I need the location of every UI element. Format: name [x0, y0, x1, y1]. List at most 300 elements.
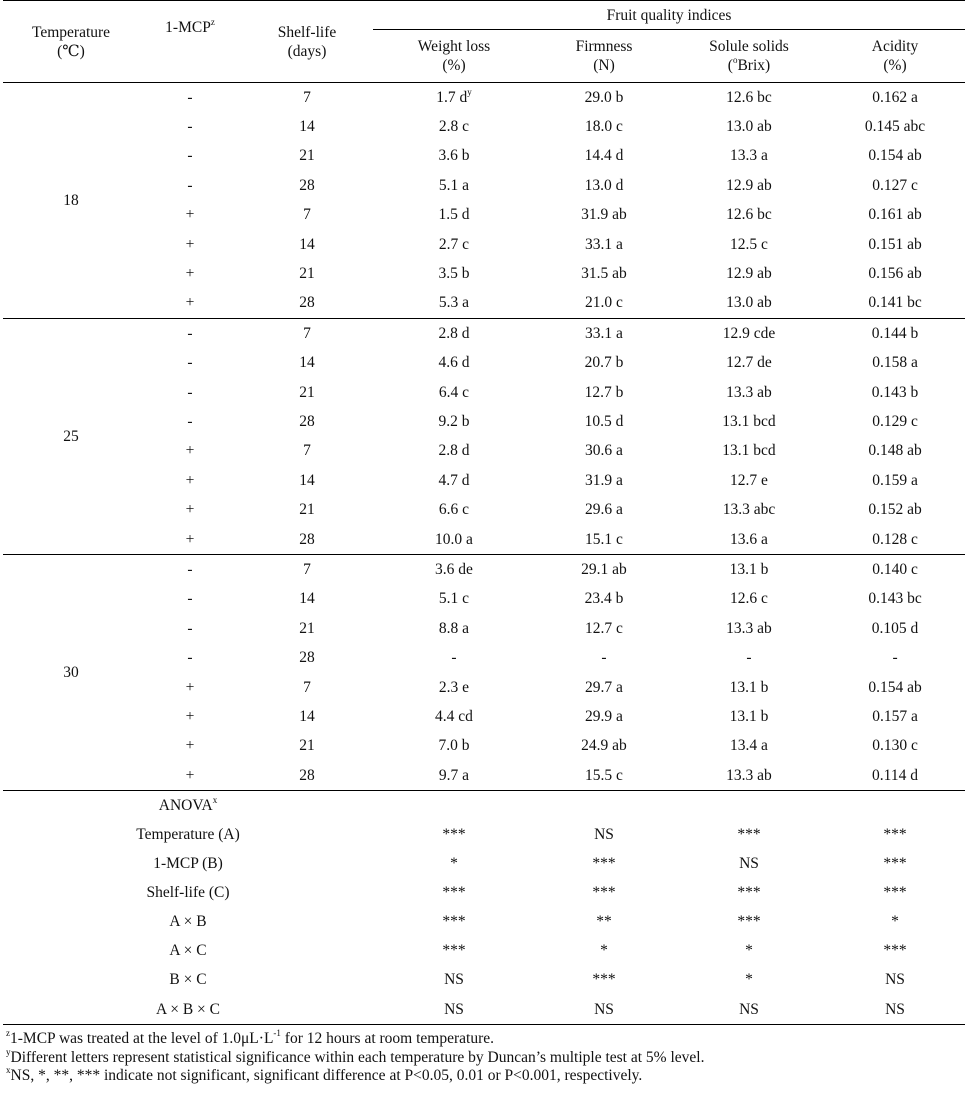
mcp-cell: [139, 407, 241, 436]
table-row: [3, 112, 965, 141]
anova-soluble-solids-cell: [673, 908, 825, 937]
anova-factor-cell: [3, 966, 373, 995]
soluble-solids-cell: [673, 525, 825, 555]
acidity-cell-value: 0.114 d: [872, 766, 918, 784]
footnote-y: [6, 1046, 705, 1068]
firmness-cell-value: 12.7 c: [585, 619, 623, 637]
mcp-cell: [139, 761, 241, 791]
table-row: [3, 289, 965, 319]
weight-loss-cell-value: -: [451, 649, 457, 667]
anova-title: [3, 791, 373, 821]
shelf-life-cell: [241, 83, 373, 113]
header-shelf-life: [241, 1, 373, 83]
degree-mark: o: [732, 55, 738, 65]
shelf-life-cell: [241, 378, 373, 407]
mcp-cell-value: -: [187, 176, 193, 194]
mcp-cell: [139, 702, 241, 731]
mcp-cell: [139, 614, 241, 643]
mcp-cell-value: +: [185, 265, 195, 283]
soluble-solids-cell-value: 13.3 abc: [722, 501, 776, 519]
anova-acidity-cell-value: ***: [883, 884, 907, 902]
shelf-life-cell-value: 28: [299, 766, 315, 784]
header-temperature-label: Temperature: [31, 24, 111, 41]
header-soluble-solids-label: Solule solids: [709, 38, 789, 55]
mcp-cell-value: +: [185, 501, 195, 519]
acidity-cell: [825, 643, 965, 672]
anova-weight-loss-cell: [373, 908, 535, 937]
firmness-cell: [535, 259, 673, 288]
anova-soluble-solids-cell: [673, 995, 825, 1025]
firmness-cell: [535, 319, 673, 349]
anova-acidity-cell: [825, 995, 965, 1025]
anova-firmness-cell: [535, 879, 673, 908]
mcp-cell-value: -: [187, 619, 193, 637]
mcp-cell-value: -: [187, 354, 193, 372]
mcp-cell-value: +: [185, 707, 195, 725]
anova-firmness-cell: [535, 937, 673, 966]
weight-loss-cell-value: 10.0 a: [435, 530, 473, 548]
acidity-cell-value: 0.130 c: [872, 737, 918, 755]
anova-title-label: ANOVA: [158, 796, 213, 814]
anova-soluble-solids-cell-value: NS: [739, 855, 759, 873]
table-row: [3, 466, 965, 495]
soluble-solids-cell-value: 13.6 a: [730, 530, 768, 548]
weight-loss-cell: [373, 673, 535, 702]
acidity-cell-value: 0.156 ab: [868, 265, 922, 283]
firmness-cell-value: 30.6 a: [585, 442, 623, 460]
soluble-solids-cell-value: 12.9 cde: [722, 324, 776, 342]
weight-loss-cell: [373, 112, 535, 141]
mcp-cell-value: -: [187, 147, 193, 165]
acidity-cell-value: 0.157 a: [872, 707, 918, 725]
soluble-solids-cell: [673, 83, 825, 113]
shelf-life-cell: [241, 407, 373, 436]
soluble-solids-cell: [673, 378, 825, 407]
firmness-cell-value: 29.6 a: [585, 501, 623, 519]
firmness-cell: [535, 585, 673, 614]
shelf-life-cell-value: 28: [299, 412, 315, 430]
acidity-cell-value: 0.159 a: [872, 471, 918, 489]
weight-loss-cell: [373, 466, 535, 495]
firmness-cell-value: 13.0 d: [584, 176, 624, 194]
soluble-solids-cell-value: 12.9 ab: [726, 176, 772, 194]
anova-acidity-cell-value: ***: [883, 942, 907, 960]
weight-loss-cell: [373, 585, 535, 614]
anova-factor-cell: [3, 820, 373, 849]
acidity-cell-value: 0.143 bc: [868, 590, 922, 608]
header-weight-loss-unit: (%): [442, 57, 466, 74]
mcp-cell: [139, 230, 241, 259]
shelf-life-cell-value: 28: [299, 176, 315, 194]
acidity-cell: [825, 732, 965, 761]
anova-soluble-solids-cell: [673, 820, 825, 849]
soluble-solids-cell-value: 12.9 ab: [726, 265, 772, 283]
shelf-life-cell: [241, 142, 373, 171]
soluble-solids-cell: [673, 643, 825, 672]
shelf-life-cell-value: 14: [299, 590, 315, 608]
acidity-cell: [825, 349, 965, 378]
mcp-cell: [139, 83, 241, 113]
firmness-cell-value: 29.1 ab: [581, 560, 627, 578]
acidity-cell: [825, 673, 965, 702]
temperature-value: 18: [63, 191, 79, 209]
firmness-cell-value: 29.0 b: [584, 88, 624, 106]
anova-factor-cell: [3, 937, 373, 966]
anova-firmness-cell: [535, 820, 673, 849]
shelf-life-cell: [241, 555, 373, 585]
firmness-cell: [535, 555, 673, 585]
firmness-cell-value: 21.0 c: [585, 294, 623, 312]
footnote-x-mark: x: [6, 1065, 11, 1075]
mcp-cell-value: +: [185, 294, 195, 312]
mcp-cell: [139, 732, 241, 761]
acidity-cell: [825, 555, 965, 585]
acidity-cell: [825, 289, 965, 319]
weight-loss-cell-value: 4.4 cd: [435, 707, 473, 725]
anova-weight-loss-cell-value: ***: [442, 884, 466, 902]
footnote-y-mark: y: [467, 86, 472, 97]
acidity-cell: [825, 201, 965, 230]
soluble-solids-cell-value: 13.3 ab: [726, 619, 772, 637]
anova-acidity-cell: [825, 937, 965, 966]
shelf-life-cell-value: 14: [299, 707, 315, 725]
weight-loss-cell: [373, 83, 535, 113]
header-firmness-unit: (N): [593, 57, 615, 74]
header-acidity-label: Acidity: [871, 38, 919, 55]
acidity-cell-value: 0.143 b: [871, 383, 919, 401]
soluble-solids-cell: [673, 407, 825, 436]
footnote-x-mark: x: [212, 794, 218, 805]
weight-loss-cell: [373, 142, 535, 171]
table-row: [3, 259, 965, 288]
firmness-cell: [535, 230, 673, 259]
mcp-cell: [139, 585, 241, 614]
firmness-cell-value: 33.1 a: [585, 324, 623, 342]
anova-weight-loss-cell-value: ***: [442, 826, 466, 844]
firmness-cell-value: 10.5 d: [584, 412, 624, 430]
shelf-life-cell: [241, 171, 373, 200]
acidity-cell: [825, 171, 965, 200]
mcp-cell-value: +: [185, 235, 195, 253]
mcp-cell: [139, 525, 241, 555]
table-row: [3, 525, 965, 555]
header-firmness: [535, 30, 673, 83]
soluble-solids-cell-value: 13.0 ab: [726, 294, 772, 312]
temperature-value: 30: [63, 663, 79, 681]
acidity-cell: [825, 83, 965, 113]
soluble-solids-cell-value: 13.1 b: [729, 560, 769, 578]
soluble-solids-cell-value: 13.4 a: [730, 737, 768, 755]
firmness-cell: [535, 83, 673, 113]
table-row: [3, 378, 965, 407]
soluble-solids-cell-value: 13.1 bcd: [722, 412, 776, 430]
firmness-cell-value: 18.0 c: [585, 118, 623, 136]
header-fruit-quality-indices: [373, 1, 965, 30]
anova-soluble-solids-cell-value: ***: [737, 884, 761, 902]
header-mcp: [139, 1, 241, 83]
soluble-solids-cell: [673, 142, 825, 171]
table-row: [3, 555, 965, 585]
anova-soluble-solids-cell-value: ***: [737, 913, 761, 931]
soluble-solids-cell-value: 12.6 bc: [726, 88, 772, 106]
header-soluble-solids: [673, 30, 825, 83]
anova-acidity-cell-value: *: [891, 913, 899, 931]
shelf-life-cell-value: 21: [299, 619, 315, 637]
anova-acidity-cell: [825, 908, 965, 937]
weight-loss-cell-value: 8.8 a: [438, 619, 470, 637]
anova-firmness-cell-value: NS: [594, 1000, 614, 1018]
firmness-cell-value: 15.5 c: [585, 766, 623, 784]
table-row: [3, 437, 965, 466]
anova-acidity-cell: [825, 820, 965, 849]
footnote-z-exponent: -1: [273, 1028, 281, 1038]
firmness-cell: [535, 466, 673, 495]
anova-firmness-cell: [535, 995, 673, 1025]
mcp-cell: [139, 112, 241, 141]
anova-title-row: [3, 791, 965, 821]
table-row: [3, 702, 965, 731]
soluble-solids-cell: [673, 585, 825, 614]
table-row: [3, 83, 965, 113]
anova-soluble-solids-cell: [673, 966, 825, 995]
anova-weight-loss-cell-value: *: [450, 855, 458, 873]
mcp-cell-value: -: [187, 383, 193, 401]
table-row: [3, 673, 965, 702]
firmness-cell-value: 23.4 b: [584, 590, 624, 608]
shelf-life-cell: [241, 585, 373, 614]
soluble-solids-cell: [673, 349, 825, 378]
weight-loss-cell: [373, 289, 535, 319]
anova-factor-cell-value: A × C: [169, 942, 207, 960]
shelf-life-cell-value: 14: [299, 471, 315, 489]
header-weight-loss-label: Weight loss: [417, 38, 491, 55]
weight-loss-cell: [373, 319, 535, 349]
shelf-life-cell: [241, 673, 373, 702]
firmness-cell: [535, 732, 673, 761]
acidity-cell-value: 0.154 ab: [868, 678, 922, 696]
header-weight-loss: [373, 30, 535, 83]
soluble-solids-cell-value: 13.1 b: [729, 678, 769, 696]
anova-soluble-solids-cell-value: ***: [737, 826, 761, 844]
shelf-life-cell: [241, 319, 373, 349]
firmness-cell: [535, 614, 673, 643]
weight-loss-cell: [373, 201, 535, 230]
acidity-cell: [825, 230, 965, 259]
firmness-cell: [535, 437, 673, 466]
acidity-cell: [825, 702, 965, 731]
firmness-cell: [535, 761, 673, 791]
anova-weight-loss-cell: [373, 820, 535, 849]
anova-firmness-cell: [535, 908, 673, 937]
temperature-cell: [3, 555, 139, 791]
anova-weight-loss-cell: [373, 850, 535, 879]
anova-row: [3, 995, 965, 1025]
mcp-cell-value: +: [185, 530, 195, 548]
shelf-life-cell: [241, 230, 373, 259]
acidity-cell-value: 0.161 ab: [868, 206, 922, 224]
weight-loss-cell-value: 5.1 c: [438, 590, 470, 608]
acidity-cell-value: 0.127 c: [872, 176, 918, 194]
acidity-cell: [825, 466, 965, 495]
mcp-cell: [139, 673, 241, 702]
temperature-value: 25: [63, 427, 79, 445]
weight-loss-cell: [373, 495, 535, 524]
shelf-life-cell: [241, 466, 373, 495]
shelf-life-cell: [241, 259, 373, 288]
anova-acidity-cell: [825, 850, 965, 879]
firmness-cell-value: 24.9 ab: [581, 737, 627, 755]
weight-loss-cell: [373, 555, 535, 585]
soluble-solids-cell: [673, 732, 825, 761]
mcp-cell-value: -: [187, 560, 193, 578]
shelf-life-cell: [241, 289, 373, 319]
data-rows: [3, 83, 965, 791]
anova-acidity-cell: [825, 966, 965, 995]
weight-loss-cell: [373, 259, 535, 288]
shelf-life-cell-value: 21: [299, 737, 315, 755]
shelf-life-cell-value: 7: [303, 88, 311, 106]
firmness-cell: [535, 378, 673, 407]
anova-soluble-solids-cell: [673, 937, 825, 966]
shelf-life-cell: [241, 112, 373, 141]
mcp-cell: [139, 466, 241, 495]
soluble-solids-cell-value: 12.6 bc: [726, 206, 772, 224]
firmness-cell-value: 29.7 a: [585, 678, 623, 696]
header-acidity: [825, 30, 965, 83]
header-soluble-solids-unit-open: (: [727, 57, 733, 74]
weight-loss-cell-value: 4.7 d: [438, 471, 470, 489]
header-soluble-solids-unit: Brix): [737, 57, 771, 74]
acidity-cell-value: 0.151 ab: [868, 235, 922, 253]
header-mcp-label: 1-MCP: [165, 19, 211, 36]
table-row: [3, 349, 965, 378]
anova-weight-loss-cell-value: ***: [442, 942, 466, 960]
weight-loss-cell-value: 9.2 b: [438, 412, 470, 430]
mcp-cell: [139, 142, 241, 171]
acidity-cell: [825, 614, 965, 643]
weight-loss-cell-value: 2.8 d: [438, 442, 470, 460]
footnotes: [6, 1030, 704, 1086]
anova-title-spacer: [373, 791, 965, 821]
anova-weight-loss-cell-value: NS: [444, 1000, 464, 1018]
mcp-cell-value: +: [185, 206, 195, 224]
shelf-life-cell: [241, 761, 373, 791]
soluble-solids-cell-value: 12.7 e: [730, 471, 768, 489]
table-row: [3, 495, 965, 524]
shelf-life-cell: [241, 349, 373, 378]
anova-firmness-cell-value: **: [596, 913, 612, 931]
mcp-cell-value: +: [185, 442, 195, 460]
firmness-cell-value: 20.7 b: [584, 354, 624, 372]
soluble-solids-cell: [673, 171, 825, 200]
acidity-cell: [825, 319, 965, 349]
anova-soluble-solids-cell-value: *: [745, 942, 753, 960]
soluble-solids-cell: [673, 230, 825, 259]
header-group-label: Fruit quality indices: [606, 6, 732, 24]
table-row: [3, 643, 965, 672]
mcp-cell-value: +: [185, 766, 195, 784]
shelf-life-cell-value: 21: [299, 147, 315, 165]
shelf-life-cell-value: 14: [299, 354, 315, 372]
acidity-cell: [825, 259, 965, 288]
weight-loss-cell-value: 5.1 a: [438, 176, 470, 194]
shelf-life-cell-value: 28: [299, 294, 315, 312]
acidity-cell: [825, 378, 965, 407]
acidity-cell-value: 0.154 ab: [868, 147, 922, 165]
anova-weight-loss-cell: [373, 879, 535, 908]
weight-loss-cell-value: 2.8 c: [438, 118, 470, 136]
weight-loss-cell-value: 1.5 d: [438, 206, 470, 224]
anova-firmness-cell-value: ***: [592, 971, 616, 989]
weight-loss-cell: [373, 702, 535, 731]
anova-factor-cell: [3, 995, 373, 1025]
mcp-cell-value: +: [185, 678, 195, 696]
header-row-1: [3, 1, 965, 30]
weight-loss-cell-value: 3.5 b: [438, 265, 470, 283]
shelf-life-cell: [241, 732, 373, 761]
anova-firmness-cell-value: *: [600, 942, 608, 960]
anova-acidity-cell-value: ***: [883, 826, 907, 844]
firmness-cell: [535, 171, 673, 200]
shelf-life-cell-value: 7: [303, 324, 311, 342]
anova-acidity-cell-value: NS: [885, 1000, 905, 1018]
soluble-solids-cell-value: 12.6 c: [730, 590, 768, 608]
weight-loss-cell: [373, 732, 535, 761]
anova-row: [3, 937, 965, 966]
acidity-cell-value: 0.144 b: [871, 324, 919, 342]
shelf-life-cell-value: 14: [299, 235, 315, 253]
table-row: [3, 585, 965, 614]
weight-loss-cell: [373, 349, 535, 378]
soluble-solids-cell-value: 13.1 b: [729, 707, 769, 725]
weight-loss-cell: [373, 378, 535, 407]
shelf-life-cell: [241, 495, 373, 524]
table-row: [3, 201, 965, 230]
acidity-cell: [825, 761, 965, 791]
firmness-cell: [535, 289, 673, 319]
firmness-cell: [535, 673, 673, 702]
anova-row: [3, 879, 965, 908]
footnote-z: [6, 1030, 704, 1049]
anova-weight-loss-cell: [373, 937, 535, 966]
anova-factor-cell: [3, 850, 373, 879]
soluble-solids-cell: [673, 259, 825, 288]
mcp-cell-value: -: [187, 118, 193, 136]
anova-factor-cell-value: 1-MCP (B): [153, 855, 223, 873]
fruit-quality-table: [3, 0, 965, 1025]
soluble-solids-cell-value: 13.3 ab: [726, 383, 772, 401]
mcp-cell: [139, 259, 241, 288]
acidity-cell-value: 0.129 c: [872, 412, 918, 430]
mcp-cell: [139, 437, 241, 466]
anova-weight-loss-cell: [373, 966, 535, 995]
header-firmness-label: Firmness: [575, 38, 633, 55]
anova-firmness-cell: [535, 850, 673, 879]
firmness-cell: [535, 702, 673, 731]
soluble-solids-cell: [673, 761, 825, 791]
soluble-solids-cell: [673, 673, 825, 702]
anova-factor-cell: [3, 908, 373, 937]
acidity-cell: [825, 525, 965, 555]
header-shelf-life-label: Shelf-life: [277, 23, 337, 41]
anova-row: [3, 850, 965, 879]
mcp-cell-value: -: [187, 412, 193, 430]
footnote-x-text: NS, *, **, *** indicate not significant, significant difference at P<0.05, 0.01 or P<0.001, respectively.: [10, 1067, 643, 1084]
weight-loss-cell-value: 6.4 c: [438, 383, 470, 401]
firmness-cell: [535, 495, 673, 524]
acidity-cell: [825, 437, 965, 466]
acidity-cell: [825, 112, 965, 141]
